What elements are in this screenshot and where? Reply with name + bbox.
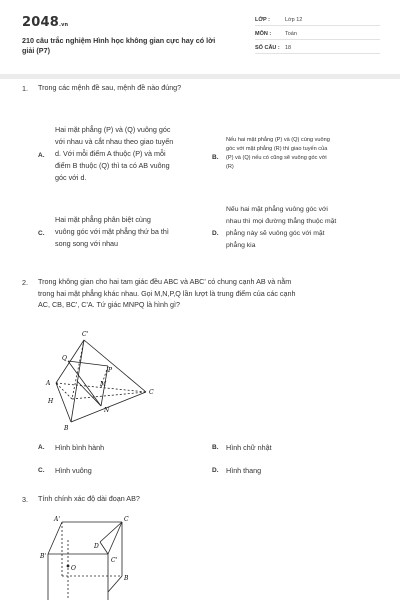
meta-count-key: SỐ CÂU :	[255, 45, 280, 51]
q2-label-q: Q	[62, 355, 67, 362]
question-1-text: Trong các mệnh đề sau, mệnh đề nào đúng?	[38, 83, 182, 92]
q1-option-c-line: Hai mặt phẳng phân biệt cùng	[55, 215, 151, 224]
q3-label-c: C	[124, 516, 129, 523]
q1-option-a-line: d. Với mỗi điểm A thuộc (P) và mỗi	[55, 149, 166, 158]
q2-label-a: A	[46, 380, 51, 387]
question-3-text: Tính chính xác độ dài đoạn AB?	[38, 494, 140, 503]
meta-count-value: 18	[285, 45, 292, 51]
meta-class-row	[255, 14, 380, 26]
q2-option-a-text[interactable]: Hình bình hành	[55, 443, 105, 452]
q1-option-a-line: Hai mặt phẳng (P) và (Q) vuông góc	[55, 125, 171, 134]
q1-option-a-line: góc với d.	[55, 173, 87, 182]
q1-option-a-letter[interactable]: A.	[38, 152, 45, 159]
q1-option-d-text[interactable]	[226, 204, 391, 252]
q1-option-c-text[interactable]	[55, 214, 215, 250]
q2-label-p: P	[108, 367, 113, 374]
question-2-number: 2.	[22, 278, 28, 287]
q3-label-a-prime: A'	[54, 516, 60, 523]
question-3-number: 3.	[22, 495, 28, 504]
question-2-line: trong hai mặt phẳng khác nhau. Gọi M,N,P,Q lần lượt là trung điểm của các cạnh	[38, 288, 296, 298]
q1-option-d-line: phẳng kia	[226, 242, 256, 249]
q1-option-b-line: (R)	[226, 164, 234, 170]
q2-option-d-letter[interactable]: D.	[212, 467, 219, 474]
meta-subject-key: MÔN :	[255, 31, 272, 37]
q3-label-c-prime: C'	[111, 557, 118, 564]
q3-label-d: D	[94, 543, 99, 550]
meta-class-value: Lớp 12	[285, 17, 303, 23]
q3-label-b: B	[124, 575, 129, 582]
meta-subject-value: Toán	[285, 31, 297, 37]
q1-option-a-line: với nhau và cắt nhau theo giao tuyến	[55, 137, 174, 146]
q1-option-d-line: phẳng này sẽ vuông góc với mặt	[226, 230, 325, 237]
question-2-text	[38, 276, 393, 311]
q2-label-b: B	[64, 425, 69, 432]
page-header	[0, 0, 400, 78]
logo-text: 2048	[22, 15, 59, 30]
meta-class-key: LỚP :	[255, 17, 270, 23]
q1-option-a-line: điểm B thuộc (Q) thì ta có AB vuông	[55, 161, 170, 170]
q2-label-h: H	[48, 398, 54, 405]
q2-option-c-text[interactable]: Hình vuông	[55, 466, 92, 475]
q1-option-b-letter[interactable]: B.	[212, 154, 219, 161]
question-2-line: Trong không gian cho hai tam giác đều ABC và ABC' có chung cạnh AB và nằm	[38, 277, 292, 286]
q3-cube-figure	[38, 512, 138, 600]
q1-option-c-line: song song với nhau	[55, 239, 119, 248]
q1-option-b-line: Nếu hai mặt phẳng (P) và (Q) cùng vuông	[226, 137, 330, 143]
meta-subject-row	[255, 28, 380, 40]
document-title: 210 câu trắc nghiệm Hình học không gian cực hay có lời giải (P7)	[22, 36, 216, 55]
q2-tetrahedron-figure	[38, 322, 178, 432]
q1-option-b-text[interactable]	[226, 136, 386, 172]
question-1-number: 1.	[22, 84, 28, 93]
q2-label-c: C	[149, 389, 154, 396]
q2-label-c-prime: C'	[82, 331, 89, 338]
q1-option-c-letter[interactable]: C.	[38, 230, 45, 237]
logo-suffix: .vn	[58, 22, 69, 28]
q1-option-d-letter[interactable]: D.	[212, 230, 219, 237]
q2-label-m: M	[100, 381, 107, 388]
header-divider	[0, 74, 400, 79]
q2-option-c-letter[interactable]: C.	[38, 467, 45, 474]
q1-option-b-line: góc với mặt phẳng (R) thì giao tuyến của	[226, 146, 328, 152]
q2-option-b-letter[interactable]: B.	[212, 444, 219, 451]
q1-option-b-line: (P) và (Q) nếu có cũng sẽ vuông góc với	[226, 155, 327, 161]
q3-label-o: O	[71, 565, 76, 572]
q1-option-d-line: Nếu hai mặt phẳng vuông góc với	[226, 206, 328, 213]
site-logo[interactable]	[22, 15, 68, 30]
q2-label-n: N	[104, 407, 110, 414]
q2-option-a-letter[interactable]: A.	[38, 444, 45, 451]
q2-option-b-text[interactable]: Hình chữ nhật	[226, 443, 272, 452]
q1-option-c-line: vuông góc với mặt phẳng thứ ba thì	[55, 227, 169, 236]
meta-count-row	[255, 42, 380, 54]
q1-option-a-text[interactable]	[55, 124, 215, 184]
question-2-line: AC, CB, BC', C'A. Tứ giác MNPQ là hình gì?	[38, 300, 181, 309]
q2-option-d-text[interactable]: Hình thang	[226, 466, 262, 475]
q3-label-b-prime: B'	[40, 553, 47, 560]
q1-option-d-line: nhau thì mọi đường thẳng thuộc mặt	[226, 218, 337, 225]
